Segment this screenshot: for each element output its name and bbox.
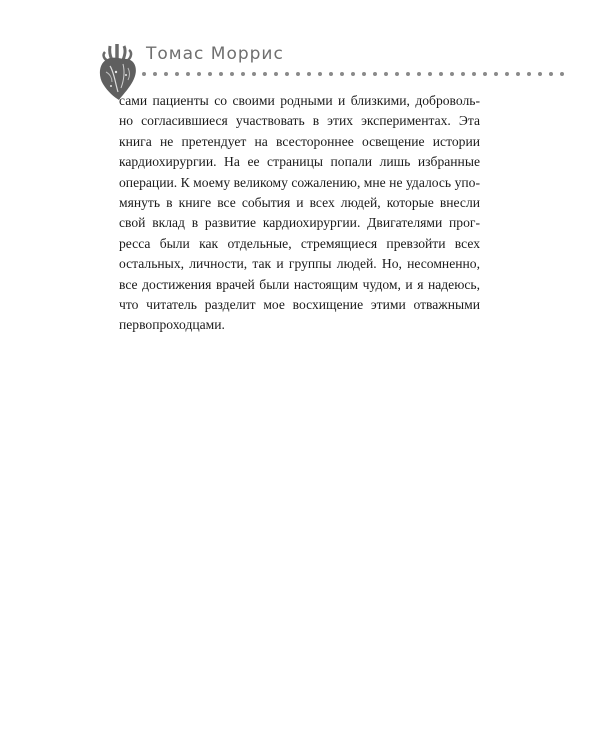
text-line: ресса были как отдельные, стремящиеся превзойти всех <box>119 235 480 251</box>
text-line: все достижения врачей были настоящим чудом, и я надеюсь, <box>119 276 480 292</box>
dotted-rule <box>140 68 566 80</box>
text-line: сами пациенты со своими родными и близкими, доброволь- <box>119 93 480 108</box>
text-line: первопроходцами. <box>119 317 225 333</box>
text-line: операции. К моему великому сожалению, мне не удалось упо- <box>119 174 480 190</box>
text-line: что читатель разделит мое восхищение этими отважными <box>119 297 480 313</box>
text-line: но согласившиеся участвовать в этих экспериментах. Эта <box>119 113 480 129</box>
author-name: Томас Моррис <box>146 44 284 64</box>
text-line: кардиохирургии. На ее страницы попали лишь избранные <box>119 154 480 170</box>
text-line: книга не претендует на всестороннее освещение истории <box>119 133 480 149</box>
text-line: остальных, личности, так и группы людей. Но, несомненно, <box>119 256 480 272</box>
text-line: свой вклад в развитие кардиохирургии. Двигателями прог- <box>119 215 480 231</box>
body-paragraph <box>119 91 480 336</box>
text-line: мянуть в книге все события и всех людей, которые внесли <box>119 195 480 211</box>
